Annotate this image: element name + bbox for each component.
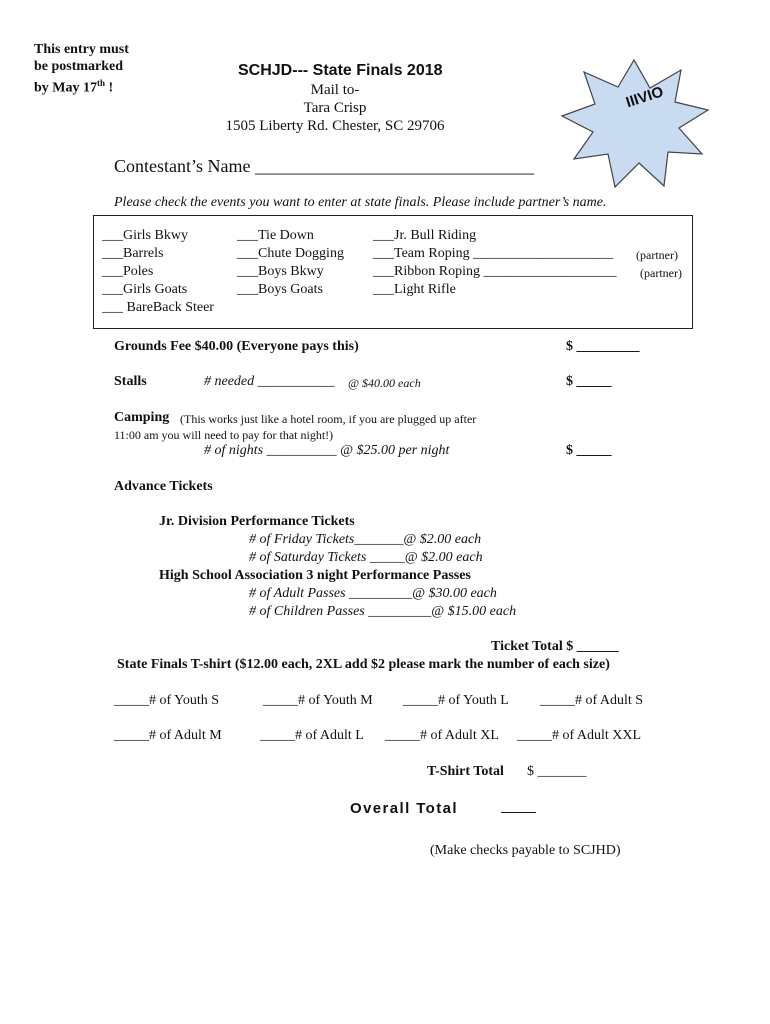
stalls-price: @ $40.00 each	[348, 376, 421, 390]
camping-nights[interactable]: # of nights __________ @ $25.00 per night	[204, 443, 450, 458]
mail-to-name: Tara Crisp	[303, 100, 367, 116]
tshirt-total-amount[interactable]: $ _______	[527, 764, 587, 779]
jr-division-heading: Jr. Division Performance Tickets	[159, 514, 355, 529]
form-title: SCHJD--- State Finals 2018	[238, 62, 443, 79]
tshirt-adult-m[interactable]: _____# of Adult M	[114, 728, 222, 743]
postmark-line-2: be postmarked	[34, 59, 124, 74]
event-jr-bull-riding[interactable]: ___Jr. Bull Riding	[373, 228, 477, 243]
stalls-needed[interactable]: # needed ___________	[204, 374, 335, 389]
overall-total-amount[interactable]: _____	[501, 800, 536, 815]
events-column-3	[373, 227, 616, 299]
event-girls-goats[interactable]: ___Girls Goats	[102, 282, 188, 297]
postmark-line-3: by May 17th !	[34, 78, 114, 96]
event-girls-bkwy[interactable]: ___Girls Bkwy	[102, 228, 188, 243]
event-boys-bkwy[interactable]: ___Boys Bkwy	[237, 264, 324, 279]
event-tie-down[interactable]: ___Tie Down	[237, 228, 314, 243]
event-light-rifle[interactable]: ___Light Rifle	[373, 282, 456, 297]
stalls-amount[interactable]: $ _____	[566, 374, 612, 389]
postmark-line-1: This entry must	[34, 42, 129, 57]
saturday-tickets[interactable]: # of Saturday Tickets _____@ $2.00 each	[249, 550, 483, 565]
event-barrels[interactable]: ___Barrels	[102, 246, 164, 261]
instructions: Please check the events you want to enter at state finals. Please include partner’s name.	[114, 195, 607, 210]
stamp-text: IIIVIO	[623, 83, 666, 112]
stalls-label: Stalls	[114, 374, 147, 389]
tshirt-heading: State Finals T-shirt ($12.00 each, 2XL add $2 please mark the number of each size)	[117, 657, 610, 672]
tshirt-youth-l[interactable]: _____# of Youth L	[403, 693, 509, 708]
mail-to-label: Mail to-	[310, 82, 360, 98]
event-poles[interactable]: ___Poles	[102, 264, 154, 279]
star-shape	[562, 60, 708, 187]
camping-note-1: (This works just like a hotel room, if you are plugged up after	[180, 412, 477, 426]
ribbon-roping-partner-label: (partner)	[640, 266, 682, 280]
tshirt-adult-l[interactable]: _____# of Adult L	[260, 728, 364, 743]
camping-note-2: 11:00 am you will need to pay for that night!)	[114, 428, 334, 442]
event-bareback-steer[interactable]: ___ BareBack Steer	[102, 300, 214, 315]
camping-amount[interactable]: $ _____	[566, 443, 612, 458]
camping-label: Camping	[114, 410, 170, 425]
event-boys-goats[interactable]: ___Boys Goats	[237, 282, 323, 297]
tshirt-adult-xxl[interactable]: _____# of Adult XXL	[517, 728, 642, 743]
contestant-name-label: Contestant’s Name	[114, 156, 251, 176]
overall-total-label: Overall Total	[350, 800, 458, 817]
star-stamp	[557, 56, 712, 191]
grounds-fee-label: Grounds Fee $40.00 (Everyone pays this)	[114, 339, 359, 354]
ticket-total[interactable]: Ticket Total $ ______	[491, 639, 619, 654]
tshirt-adult-xl[interactable]: _____# of Adult XL	[385, 728, 499, 743]
events-column-2	[237, 227, 344, 299]
mail-to-address: 1505 Liberty Rd. Chester, SC 29706	[225, 118, 445, 134]
tshirt-youth-s[interactable]: _____# of Youth S	[114, 693, 220, 708]
team-roping-partner-label: (partner)	[636, 248, 678, 262]
events-column-1	[102, 227, 214, 317]
hs-association-heading: High School Association 3 night Performance Passes	[159, 568, 471, 583]
children-passes[interactable]: # of Children Passes _________@ $15.00 each	[249, 604, 517, 619]
event-team-roping[interactable]: ___Team Roping ____________________	[373, 246, 614, 261]
grounds-fee-amount[interactable]: $ _________	[566, 339, 640, 354]
advance-tickets-heading: Advance Tickets	[114, 479, 213, 494]
friday-tickets[interactable]: # of Friday Tickets_______@ $2.00 each	[249, 532, 482, 547]
contestant-name-blank[interactable]: _______________________________	[254, 156, 534, 176]
tshirt-adult-s[interactable]: _____# of Adult S	[540, 693, 644, 708]
event-chute-dogging[interactable]: ___Chute Dogging	[237, 246, 344, 261]
checks-payable-note: (Make checks payable to SCJHD)	[430, 843, 621, 858]
event-ribbon-roping[interactable]: ___Ribbon Roping ___________________	[373, 264, 617, 279]
tshirt-youth-m[interactable]: _____# of Youth M	[263, 693, 373, 708]
contestant-name-field[interactable]	[114, 156, 534, 177]
adult-passes[interactable]: # of Adult Passes _________@ $30.00 each	[249, 586, 497, 601]
tshirt-total-label: T-Shirt Total	[427, 764, 504, 779]
